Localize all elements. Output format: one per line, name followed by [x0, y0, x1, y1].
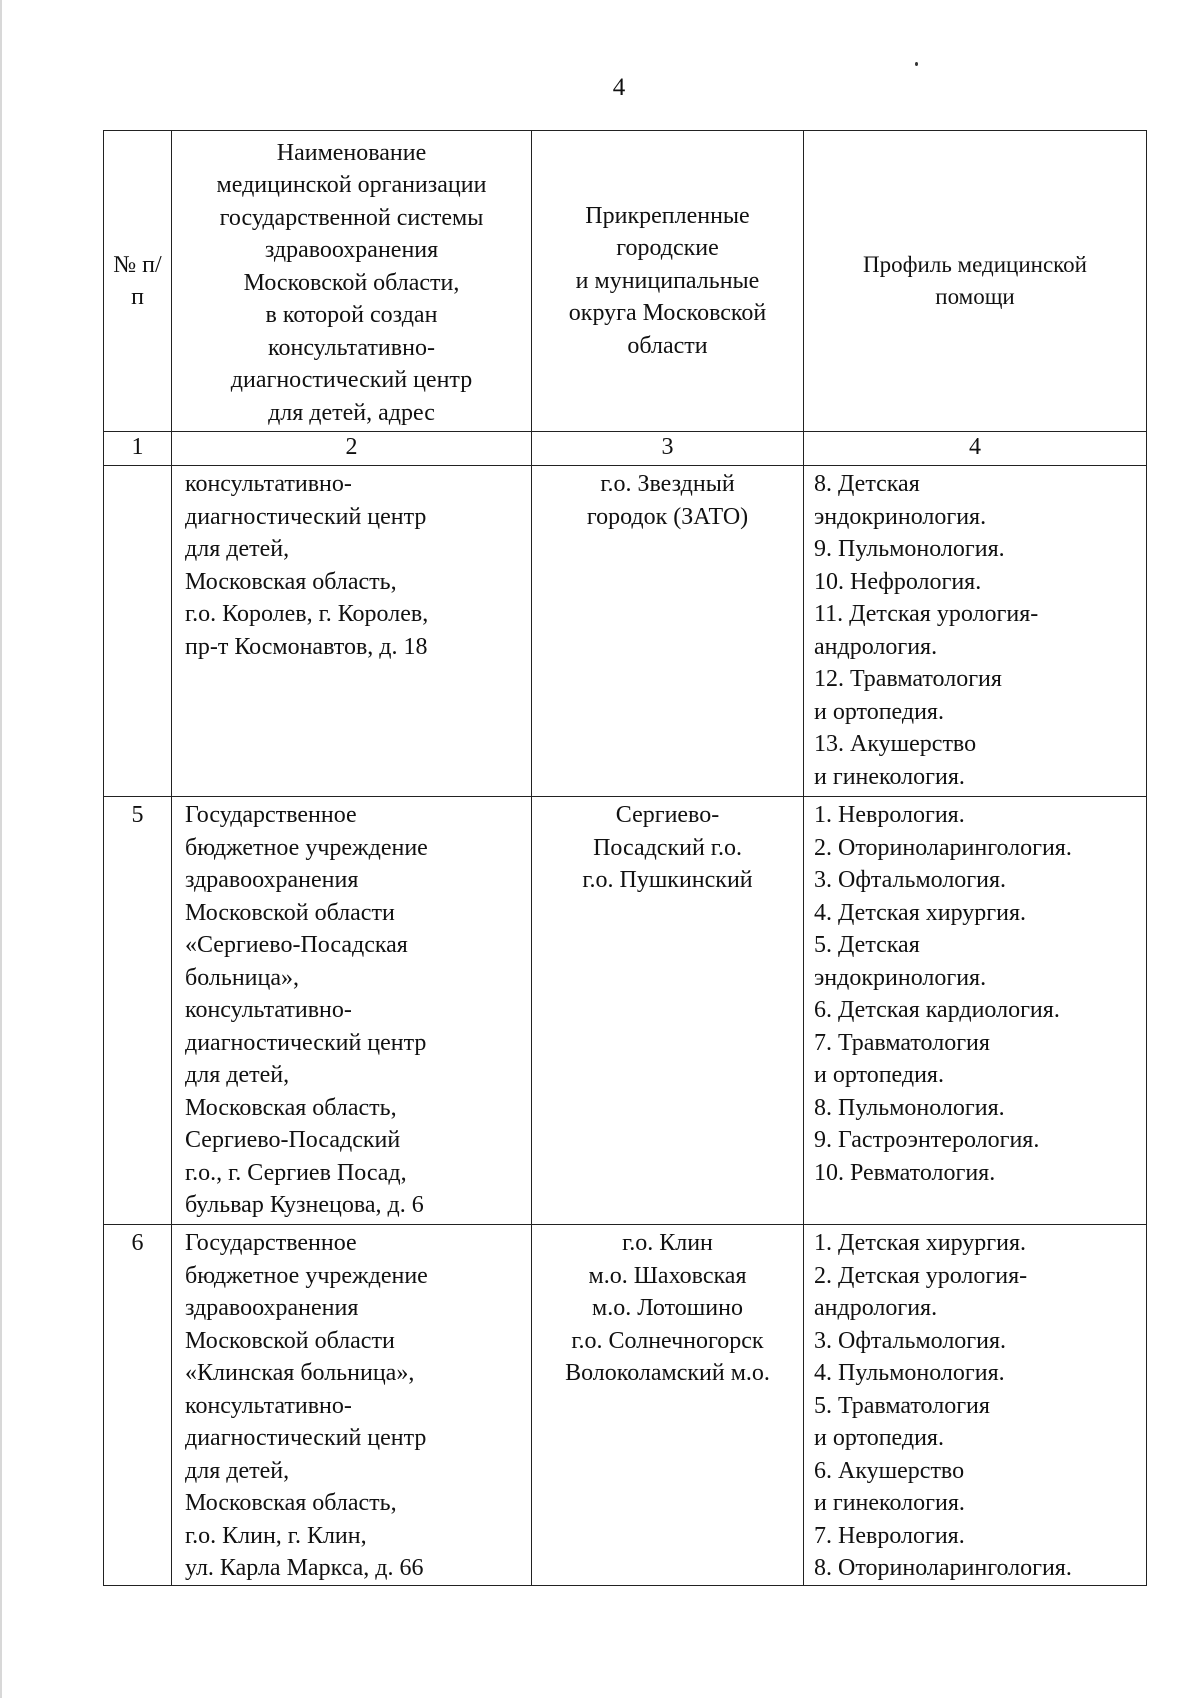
column-numbers-row: [104, 432, 1147, 466]
column-number: 1: [104, 432, 172, 466]
text-line: Наименование: [276, 139, 427, 166]
text-line: ул. Карла Маркса, д. 66: [185, 1555, 424, 1581]
text-line: 8. Детская: [814, 471, 920, 497]
text-line: г.о. Солнечногорск: [571, 1327, 764, 1354]
text-line: 1. Детская хирургия.: [814, 1230, 1026, 1256]
text-line: 6. Акушерство: [814, 1457, 965, 1484]
text-line: андрология.: [814, 633, 938, 660]
text-line: эндокринология.: [814, 503, 987, 530]
text-line: здравоохранения: [185, 867, 359, 893]
text-line: Волоколамский м.о.: [565, 1360, 770, 1386]
text-line: Московской области: [185, 1327, 395, 1354]
text-line: 5. Детская: [814, 932, 920, 958]
text-line: и гинекология.: [814, 1490, 965, 1516]
text-line: больница»,: [185, 964, 299, 991]
text-line: округа Московской: [568, 300, 767, 327]
table-row: [104, 797, 1147, 1225]
text-line: 9. Пульмонология.: [814, 536, 1005, 562]
column-number: 3: [532, 432, 804, 466]
text-line: м.о. Шаховская: [588, 1262, 747, 1289]
text-line: 7. Травматология: [814, 1029, 990, 1056]
text-line: и муниципальные: [575, 267, 760, 294]
column-number: 2: [172, 432, 532, 466]
text-line: медицинской организации: [216, 172, 487, 199]
text-line: диагностический центр: [185, 1029, 427, 1056]
text-line: 7. Неврология.: [814, 1522, 965, 1549]
text-line: 6. Детская кардиология.: [814, 997, 1060, 1023]
text-line: пр-т Космонавтов, д. 18: [185, 633, 428, 660]
text-line: 2. Детская урология-: [814, 1262, 1028, 1289]
text-line: для детей,: [185, 536, 290, 562]
text-line: диагностический центр: [185, 1425, 427, 1451]
row-number: [104, 466, 172, 797]
column-number: 4: [804, 432, 1147, 466]
org-cell: [172, 797, 532, 1225]
text-line: 13. Акушерство: [814, 731, 977, 757]
text-line: государственной системы: [219, 204, 484, 231]
districts-cell: [532, 466, 804, 797]
text-line: для детей,: [185, 1457, 290, 1484]
text-line: здравоохранения: [264, 237, 439, 264]
page-edge: [0, 0, 2, 1698]
text-line: Московской области,: [243, 269, 460, 296]
text-line: бюджетное учреждение: [185, 834, 428, 861]
table-row: [104, 466, 1147, 797]
row-number: 5: [104, 797, 172, 1225]
table-header-row: [104, 131, 1147, 432]
text-line: городок (ЗАТО): [586, 503, 749, 530]
text-line: г.о. Клин: [622, 1230, 713, 1256]
text-line: Московская область,: [185, 1490, 397, 1516]
text-line: г.о. Звездный: [600, 471, 735, 497]
profiles-cell: [804, 466, 1147, 797]
text-line: в которой создан: [265, 302, 438, 329]
kdc-table: [103, 130, 1147, 1586]
text-line: 3. Офтальмология.: [814, 867, 1007, 893]
header-districts: [532, 131, 804, 432]
text-line: диагностический центр: [230, 367, 473, 394]
text-line: бюджетное учреждение: [185, 1262, 428, 1289]
text-line: 10. Ревматология.: [814, 1159, 996, 1186]
text-line: г.о. Королев, г. Королев,: [185, 601, 429, 627]
text-line: и ортопедия.: [814, 1425, 944, 1451]
profiles-cell: [804, 797, 1147, 1225]
text-line: Профиль медицинской: [863, 251, 1087, 277]
text-line: Сергиево-: [615, 802, 720, 828]
profiles-cell: [804, 1225, 1147, 1586]
districts-cell: [532, 1225, 804, 1586]
text-line: Сергиево-Посадский: [185, 1127, 401, 1153]
text-line: андрология.: [814, 1295, 938, 1321]
text-line: и ортопедия.: [814, 1062, 944, 1088]
header-num: № п/п: [104, 131, 172, 432]
text-line: консультативно-: [268, 334, 435, 361]
text-line: консультативно-: [185, 471, 352, 497]
text-line: Московской области: [185, 899, 395, 926]
text-line: «Сергиево-Посадская: [185, 932, 408, 958]
text-line: 8. Оториноларингология.: [814, 1555, 1072, 1581]
text-line: Прикрепленные: [585, 202, 750, 229]
text-line: Московская область,: [185, 1094, 397, 1121]
row-number: 6: [104, 1225, 172, 1586]
text-line: «Клинская больница»,: [185, 1360, 415, 1386]
text-line: г.о., г. Сергиев Посад,: [185, 1159, 407, 1186]
text-line: 9. Гастроэнтерология.: [814, 1127, 1040, 1153]
scan-speck: [915, 62, 918, 66]
header-profiles: [804, 131, 1147, 432]
text-line: 4. Пульмонология.: [814, 1360, 1005, 1386]
text-line: Государственное: [185, 1230, 357, 1256]
text-line: г.о. Клин, г. Клин,: [185, 1522, 367, 1549]
org-cell: [172, 1225, 532, 1586]
text-line: 11. Детская урология-: [814, 601, 1039, 627]
table-row: [104, 1225, 1147, 1586]
text-line: 12. Травматология: [814, 666, 1002, 692]
text-line: г.о. Пушкинский: [582, 867, 753, 893]
text-line: Московская область,: [185, 568, 397, 595]
text-line: городские: [616, 235, 719, 262]
text-line: эндокринология.: [814, 964, 987, 991]
text-line: консультативно-: [185, 997, 352, 1023]
text-line: здравоохранения: [185, 1295, 359, 1321]
text-line: помощи: [935, 284, 1015, 309]
page-number: 4: [612, 74, 626, 101]
text-line: и ортопедия.: [814, 698, 944, 725]
text-line: 8. Пульмонология.: [814, 1094, 1005, 1121]
text-line: 2. Оториноларингология.: [814, 834, 1072, 861]
text-line: и гинекология.: [814, 763, 965, 790]
text-line: Государственное: [185, 802, 357, 828]
text-line: 1. Неврология.: [814, 802, 965, 828]
text-line: Посадский г.о.: [593, 834, 742, 861]
text-line: 10. Нефрология.: [814, 568, 982, 595]
text-line: консультативно-: [185, 1392, 352, 1419]
text-line: 4. Детская хирургия.: [814, 899, 1026, 926]
text-line: 3. Офтальмология.: [814, 1327, 1007, 1354]
text-line: диагностический центр: [185, 503, 427, 530]
text-line: для детей, адрес: [268, 399, 435, 426]
districts-cell: [532, 797, 804, 1225]
text-line: области: [627, 332, 708, 359]
org-cell: [172, 466, 532, 797]
text-line: для детей,: [185, 1062, 290, 1088]
text-line: бульвар Кузнецова, д. 6: [185, 1192, 424, 1218]
text-line: 5. Травматология: [814, 1392, 990, 1419]
text-line: м.о. Лотошино: [592, 1295, 743, 1321]
header-org: [172, 131, 532, 432]
